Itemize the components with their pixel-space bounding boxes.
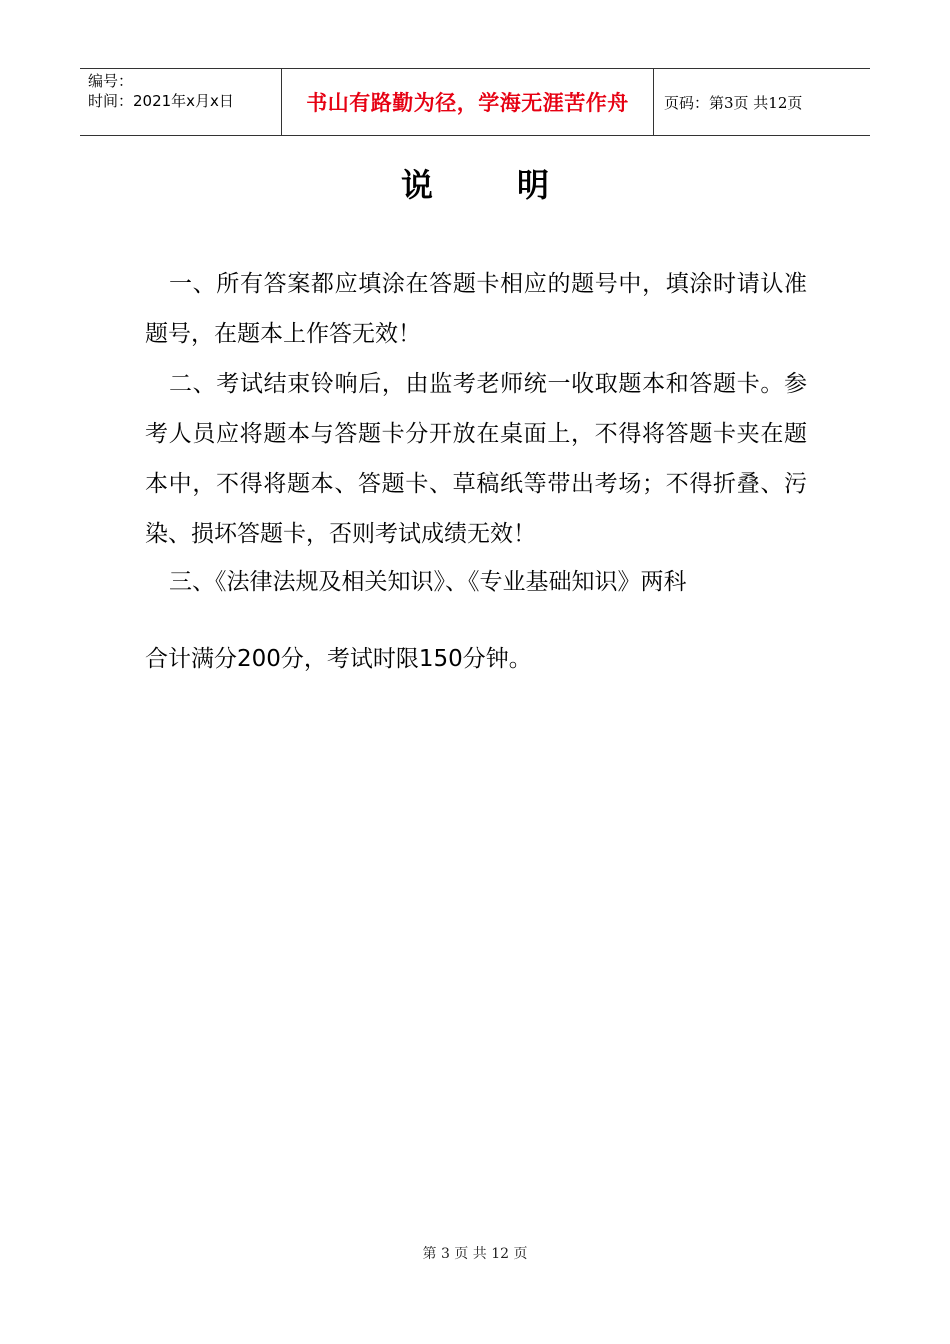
page-header (80, 68, 870, 136)
time-label: 时间：2021年x月x日 (88, 92, 234, 110)
number-label: 编号： (88, 72, 134, 90)
page-title: 说明 (400, 166, 633, 204)
instruction-paragraph-3: 三、《法律法规及相关知识》、《专业基础知识》两科 (169, 569, 687, 595)
instruction-paragraph-2: 二、考试结束铃响后，由监考老师统一收取题本和答题卡。参考人员应将题本与答题卡分开放在桌面上，不得将答题卡夹在题本中，不得将题本、答题卡、草稿纸等带出考场；不得折叠、污染、损坏答题卡，否则考试成绩无效！ (145, 371, 807, 547)
instruction-paragraph-3-continued: 合计满分200分，考试时限150分钟。 (145, 646, 532, 672)
header-meta (80, 69, 281, 135)
header-motto: 书山有路勤为径，学海无涯苦作舟 (281, 69, 654, 135)
header-page-info: 页码：第3页 共12页 (664, 93, 803, 112)
page-footer: 第 3 页 共 12 页 (422, 1246, 528, 1262)
instruction-paragraph-1: 一、所有答案都应填涂在答题卡相应的题号中，填涂时请认准题号，在题本上作答无效！ (145, 271, 807, 347)
